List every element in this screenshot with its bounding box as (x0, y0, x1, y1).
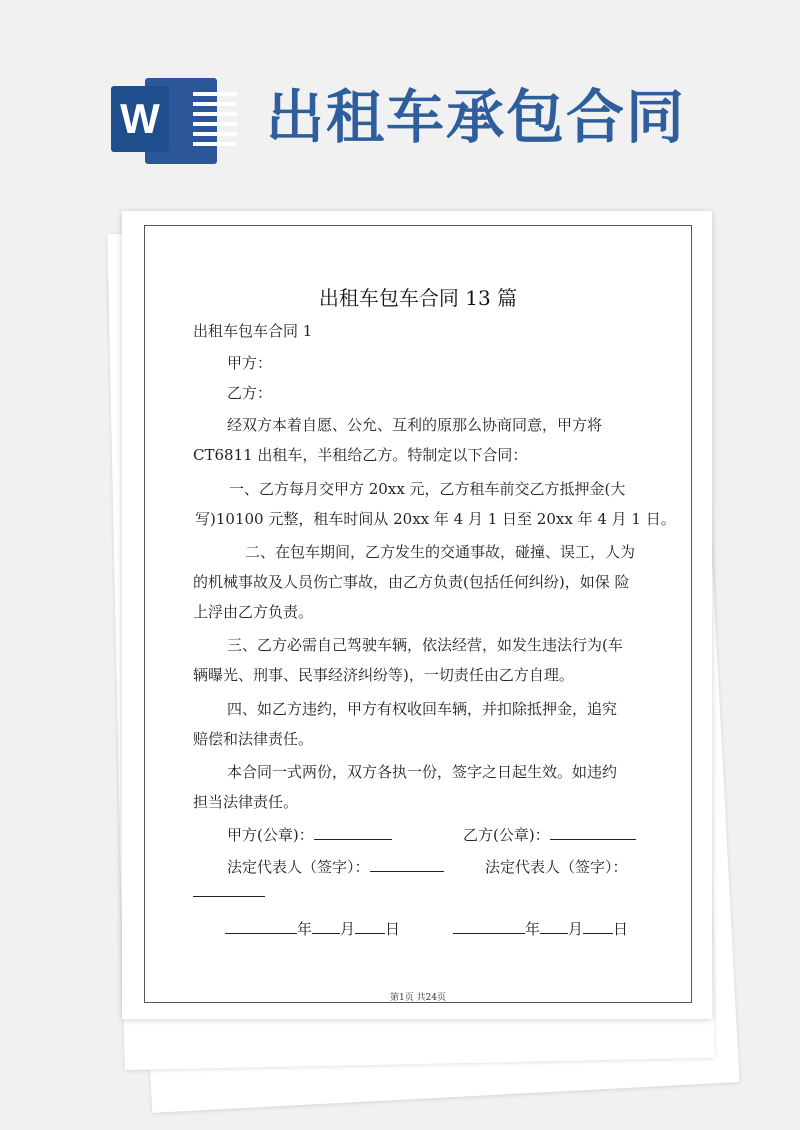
document-title: 出租车包车合同 13 篇 (318, 286, 518, 310)
effect-line-1: 本合同一式两份，双方各执一份，签字之日起生效。如违约 (227, 763, 618, 781)
date-b-year: 年 (525, 920, 541, 938)
date-b (453, 918, 628, 939)
rep-a (227, 856, 444, 877)
sign-a-seal (227, 824, 392, 845)
rep-b-label: 法定代表人（签字）： (485, 858, 628, 876)
clause2-line-3: 上浮由乙方负责。 (193, 603, 314, 621)
clause3-line-1: 三、乙方必需自己驾驶车辆，依法经营，如发生违法行为(车 (227, 636, 623, 654)
sign-a-seal-label: 甲方(公章)： (227, 826, 314, 844)
document-page (122, 211, 712, 1019)
date-a-month: 月 (340, 920, 356, 938)
clause4-line-1: 四、如乙方违约，甲方有权收回车辆，并扣除抵押金，追究 (227, 700, 618, 718)
rep-b-blank (193, 882, 265, 897)
clause2-line-2: 的机械事故及人员伤亡事故，由乙方负责(包括任何纠纷)，如保 险 (193, 573, 630, 591)
clause4-line-2: 赔偿和法律责任。 (193, 730, 314, 748)
word-logo-icon (111, 78, 217, 164)
clause1-line-2: 写)10100 元整，租车时间从 20xx 年 4 月 1 日至 20xx 年 4 月 1 日。 (195, 510, 676, 528)
page-footer: 第1页 共24页 (389, 993, 447, 1003)
rep-a-blank (370, 857, 444, 872)
date-a-year: 年 (297, 920, 313, 938)
sign-b-seal-label: 乙方(公章)： (463, 826, 550, 844)
clause1-line-1: 一、乙方每月交甲方 20xx 元，乙方租车前交乙方抵押金(大 (229, 480, 626, 498)
date-a-day: 日 (385, 920, 401, 938)
word-logo-letter: W (111, 86, 169, 152)
intro-line-2: CT6811 出租车，半租给乙方。特制定以下合同： (193, 446, 528, 464)
page-title: 出租车承包合同 (266, 83, 687, 151)
date-a (225, 918, 400, 939)
intro-line-1: 经双方本着自愿、公允、互利的原那么协商同意，甲方将 (227, 416, 603, 434)
rep-a-label: 法定代表人（签字）： (227, 858, 370, 876)
date-b-month: 月 (568, 920, 584, 938)
party-b-label: 乙方： (227, 384, 273, 402)
sign-b-seal-blank (550, 825, 636, 840)
clause2-line-1: 二、在包车期间，乙方发生的交通事故，碰撞、误工，人为 (245, 543, 636, 561)
document-frame (144, 225, 692, 1003)
party-a-label: 甲方： (227, 354, 273, 372)
sign-b-seal (463, 824, 636, 845)
sign-a-seal-blank (314, 825, 392, 840)
date-b-day: 日 (613, 920, 629, 938)
clause3-line-2: 辆曝光、刑事、民事经济纠纷等)，一切责任由乙方自理。 (193, 666, 574, 684)
rep-b-blank-line (193, 882, 265, 901)
effect-line-2: 担当法律责任。 (193, 793, 299, 811)
document-subtitle: 出租车包车合同 1 (193, 322, 313, 340)
